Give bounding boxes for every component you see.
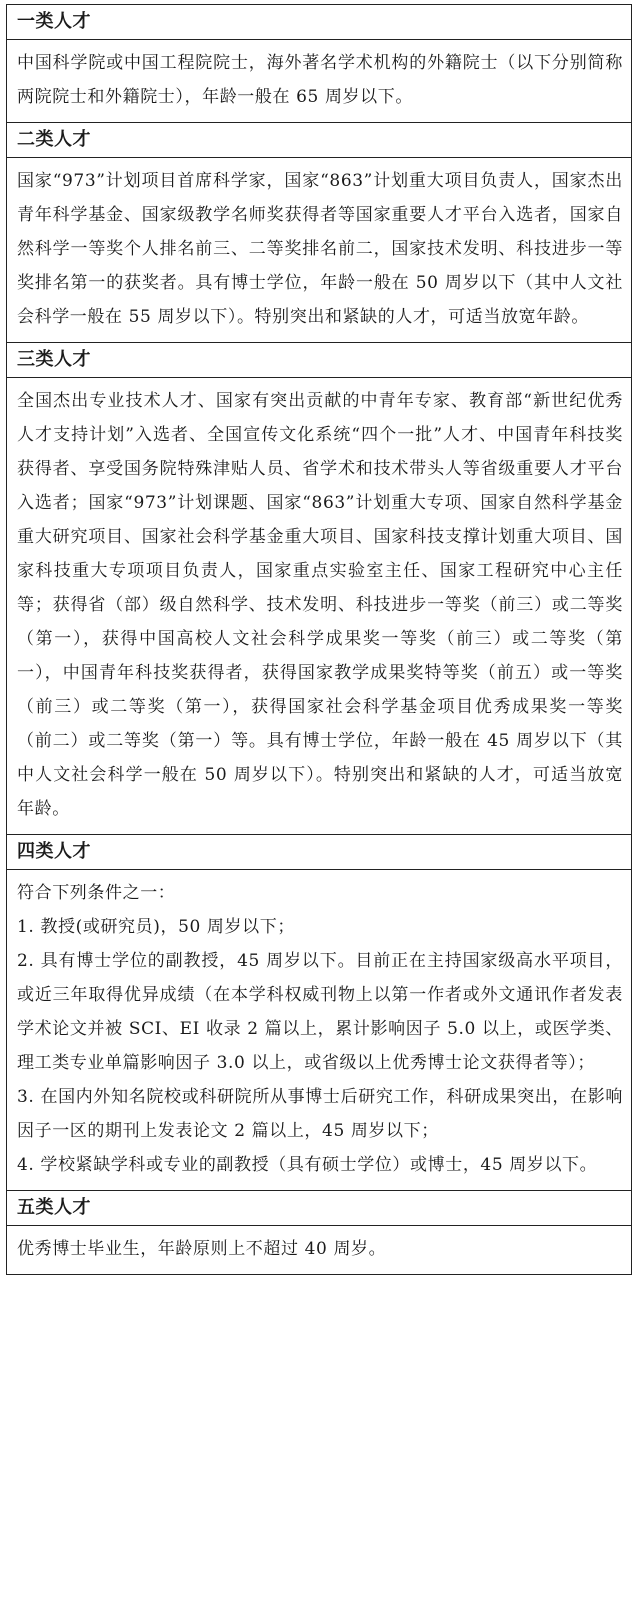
- category-3-section: [7, 343, 631, 835]
- category-4-section: [7, 835, 631, 1191]
- category-2-title: 二类人才: [7, 123, 631, 158]
- category-3-title: 三类人才: [7, 343, 631, 378]
- category-1-section: [7, 5, 631, 123]
- category-4-item-2: 2. 具有博士学位的副教授，45 周岁以下。目前正在主持国家级高水平项目，或近三年取得优异成绩（在本学科权威刊物上以第一作者或外文通讯作者发表学术论文并被 SCI、EI 收录 2 篇以上，累计影响因子 5.0 以上，或医学类、理工类专业单篇影响因子 3.0 以上，或省级以上优秀博士论文获得者等）；: [17, 951, 623, 1073]
- talent-category-table: [6, 4, 632, 1275]
- category-2-text: 国家“973”计划项目首席科学家，国家“863”计划重大项目负责人，国家杰出青年科学基金、国家级教学名师奖获得者等国家重要人才平台入选者，国家自然科学一等奖个人排名前三、二等奖排名前二，国家技术发明、科技进步一等奖排名第一的获奖者。具有博士学位，年龄一般在 50 周岁以下（其中人文社会科学一般在 55 周岁以下）。特别突出和紧缺的人才，可适当放宽年龄。: [17, 171, 623, 327]
- category-4-intro: 符合下列条件之一：: [17, 883, 176, 903]
- category-4-item-3: 3. 在国内外知名院校或科研院所从事博士后研究工作，科研成果突出，在影响因子一区的期刊上发表论文 2 篇以上，45 周岁以下；: [17, 1087, 623, 1141]
- category-5-section: [7, 1191, 631, 1274]
- category-2-section: [7, 123, 631, 343]
- category-3-text: 全国杰出专业技术人才、国家有突出贡献的中青年专家、教育部“新世纪优秀人才支持计划”入选者、全国宣传文化系统“四个一批”人才、中国青年科技奖获得者、享受国务院特殊津贴人员、省学术和技术带头人等省级重要人才平台入选者；国家“973”计划课题、国家“863”计划重大专项、国家自然科学基金重大研究项目、国家社会科学基金重大项目、国家科技支撑计划重大项目、国家科技重大专项项目负责人，国家重点实验室主任、国家工程研究中心主任等；获得省（部）级自然科学、技术发明、科技进步一等奖（前三）或二等奖（第一），获得中国高校人文社会科学成果奖一等奖（前三）或二等奖（第一），中国青年科技奖获得者，获得国家教学成果奖特等奖（前五）或一等奖（前三）或二等奖（第一），获得国家社会科学基金项目优秀成果奖一等奖（前二）或二等奖（第一）等。具有博士学位，年龄一般在 45 周岁以下（其中人文社会科学一般在 50 周岁以下）。特别突出和紧缺的人才，可适当放宽年龄。: [17, 391, 623, 819]
- category-4-item-1: 1. 教授(或研究员)，50 周岁以下；: [17, 917, 295, 937]
- category-5-text: 优秀博士毕业生，年龄原则上不超过 40 周岁。: [17, 1239, 387, 1259]
- category-4-item-4: 4. 学校紧缺学科或专业的副教授（具有硕士学位）或博士，45 周岁以下。: [17, 1155, 598, 1175]
- category-5-title: 五类人才: [7, 1191, 631, 1226]
- category-1-text: 中国科学院或中国工程院院士，海外著名学术机构的外籍院士（以下分别简称两院院士和外籍院士），年龄一般在 65 周岁以下。: [17, 53, 623, 107]
- category-1-title: 一类人才: [7, 5, 631, 40]
- category-4-title: 四类人才: [7, 835, 631, 870]
